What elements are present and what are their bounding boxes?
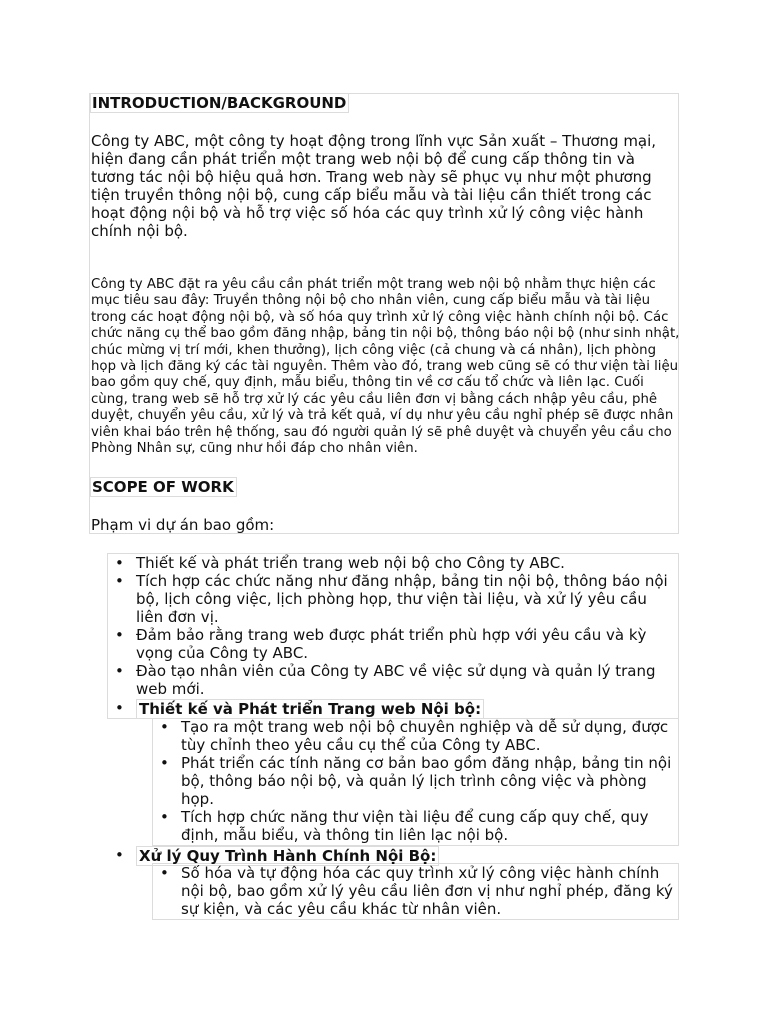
list-item: • Thiết kế và phát triển trang web nội bộ cho Công ty ABC.	[115, 554, 565, 572]
list-item: • Phát triển các tính năng cơ bản bao gồm đăng nhập, bảng tin nội bộ, thông báo nội bộ, và quản lý lịch trình công việc và phòng họp.	[160, 754, 672, 808]
bullet-icon: •	[115, 572, 124, 590]
bullet-icon: •	[160, 718, 169, 736]
design-sublist	[158, 718, 678, 844]
list-item: • Tích hợp các chức năng như đăng nhập, bảng tin nội bộ, thông báo nội bộ, lịch công việc, lịch phòng họp, thư viện tài liệu, và xử lý yêu cầu liên đơn vị.	[115, 572, 668, 626]
list-item: • Số hóa và tự động hóa các quy trình xử lý công việc hành chính nội bộ, bao gồm xử lý yêu cầu liên đơn vị như nghỉ phép, đăng ký sự kiện, và các yêu cầu khác từ nhân viên.	[160, 864, 673, 918]
bullet-icon: •	[115, 846, 124, 864]
category-label: Xử lý Quy Trình Hành Chính Nội Bộ:	[136, 846, 439, 866]
category-item	[113, 699, 675, 719]
scope-heading: SCOPE OF WORK	[90, 477, 237, 497]
intro-detail-paragraph: Công ty ABC đặt ra yêu cầu cần phát triển một trang web nội bộ nhằm thực hiện các mục tiêu sau đây: Truyền thông nội bộ cho nhân viên, cung cấp biểu mẫu và tài liệu trong các hoạt động nội bộ, và số hóa quy trình xử lý công việc hành chính nội bộ. Các chức năng cụ thể bao gồm đăng nhập, bảng tin nội bộ, thông báo nội bộ (như sinh nhật, chúc mừng vị trí mới, khen thưởng), lịch công việc (cả chung và cá nhân), lịch phòng họp và lịch đăng ký các tài nguyên. Thêm vào đó, trang web cũng sẽ có thư viện tài liệu bao gồm quy chế, quy định, mẫu biểu, thông tin về cơ cấu tổ chức và liên lạc. Cuối cùng, trang web sẽ hỗ trợ xử lý các yêu cầu liên đơn vị bằng cách nhập yêu cầu, phê duyệt, chuyển yêu cầu, xử lý và trả kết quả, ví dụ như yêu cầu nghỉ phép sẽ được nhân viên khai báo trên hệ thống, sau đó người quản lý sẽ phê duyệt và chuyển yêu cầu cho Phòng Nhân sự, cũng như hồi đáp cho nhân viên.	[91, 277, 680, 457]
intro-heading: INTRODUCTION/BACKGROUND	[90, 93, 349, 113]
bullet-icon: •	[115, 662, 124, 680]
bullet-icon: •	[160, 754, 169, 772]
scope-list	[113, 554, 675, 698]
scope-intro-text: Phạm vi dự án bao gồm:	[91, 516, 275, 534]
list-item: • Đảm bảo rằng trang web được phát triển phù hợp với yêu cầu và kỳ vọng của Công ty ABC.	[115, 626, 647, 662]
bullet-icon: •	[115, 554, 124, 572]
bullet-icon: •	[160, 808, 169, 826]
bullet-icon: •	[160, 864, 169, 882]
list-item: • Tích hợp chức năng thư viện tài liệu để cung cấp quy chế, quy định, mẫu biểu, và thông tin liên lạc nội bộ.	[160, 808, 649, 844]
bullet-icon: •	[115, 699, 124, 717]
category-label: Thiết kế và Phát triển Trang web Nội bộ:	[136, 699, 484, 719]
category-design	[113, 699, 675, 719]
category-admin	[113, 846, 675, 866]
intro-paragraph: Công ty ABC, một công ty hoạt động trong lĩnh vực Sản xuất – Thương mại, hiện đang cần phát triển một trang web nội bộ để cung cấp thông tin và tương tác nội bộ hiệu quả hơn. Trang web này sẽ phục vụ như một phương tiện truyền thông nội bộ, cung cấp biểu mẫu và tài liệu cần thiết trong các hoạt động nội bộ và hỗ trợ việc số hóa các quy trình xử lý công việc hành chính nội bộ.	[91, 132, 657, 240]
category-item	[113, 846, 675, 866]
bullet-icon: •	[115, 626, 124, 644]
list-item: • Đào tạo nhân viên của Công ty ABC về việc sử dụng và quản lý trang web mới.	[115, 662, 656, 698]
admin-sublist	[158, 864, 678, 918]
list-item: • Tạo ra một trang web nội bộ chuyên nghiệp và dễ sử dụng, được tùy chỉnh theo yêu cầu cụ thể của Công ty ABC.	[160, 718, 669, 754]
